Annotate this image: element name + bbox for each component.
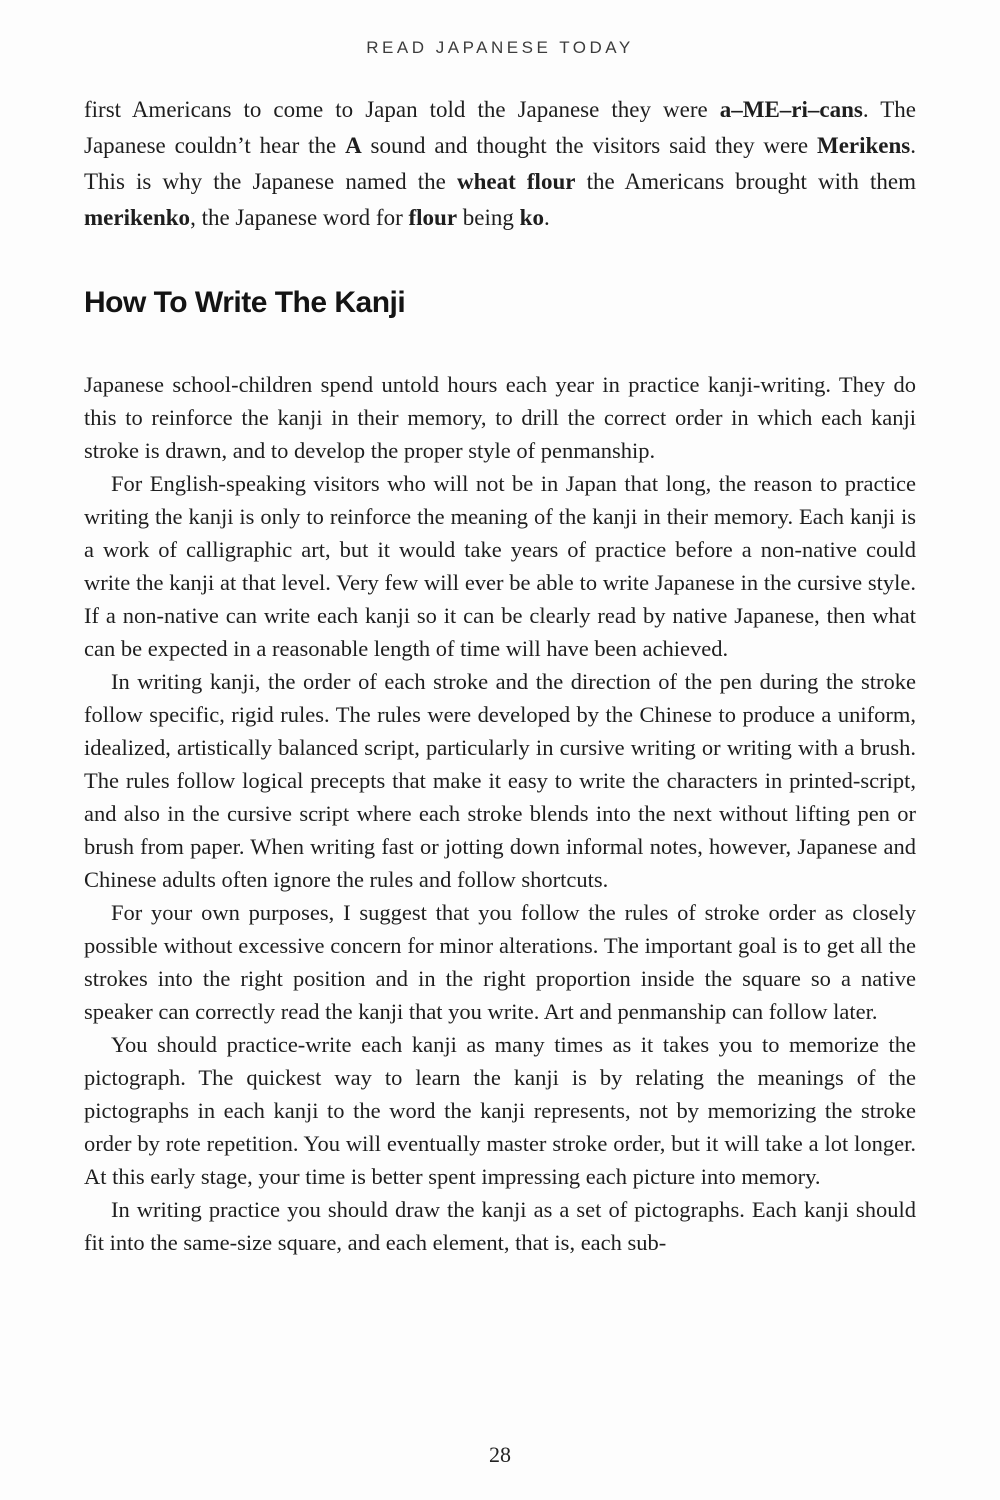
running-header: READ JAPANESE TODAY	[366, 38, 634, 57]
bold-term: Merikens	[816, 133, 911, 158]
bold-term: ko	[519, 205, 544, 230]
bold-term: flour	[408, 205, 458, 230]
paragraph: Japanese school-children spend untold hours each year in practice kanji-writing. They do this to reinforce the kanji in their memory, to drill the correct order in which each kanji stroke is drawn, and to develop the proper style of penmanship.	[84, 372, 916, 463]
text-run: . This is why the Japanese named the	[84, 133, 916, 194]
bold-term: merikenko	[84, 205, 191, 230]
bold-term: A	[345, 133, 362, 158]
paragraph: You should practice-write each kanji as many times as it takes you to memorize the pictograph. The quickest way to learn the kanji is by relating the meanings of the pictographs in each kanji to the word the kanji represents, not by memorizing the stroke order by rote repetition. You will eventually master stroke order, but it will take a lot longer. At this early stage, your time is better spent impressing each picture into memory.	[84, 1032, 916, 1189]
page-number: 28	[489, 1442, 511, 1467]
text-run: being	[457, 205, 520, 230]
page-content	[84, 92, 916, 1259]
text-run: first Americans to come to Japan told the Japanese they were	[84, 97, 720, 122]
text-run: , the Japanese word for	[190, 205, 409, 230]
intro-paragraph	[84, 92, 916, 236]
text-run: the Americans brought with them	[575, 169, 916, 194]
bold-term: a–ME–ri–cans	[719, 97, 863, 122]
section-paragraphs	[84, 368, 916, 1259]
text-run: sound and thought the visitors said they were	[361, 133, 817, 158]
bold-term: wheat flour	[457, 169, 576, 194]
paragraph: For English-speaking visitors who will not be in Japan that long, the reason to practice writing the kanji is only to reinforce the meaning of the kanji in their memory. Each kanji is a work of calligraphic art, but it would take years of practice before a non-native could write the kanji at that level. Very few will ever be able to write Japanese in the cursive style. If a non-native can write each kanji so it can be clearly read by native Japanese, then what can be expected in a reasonable length of time will have been achieved.	[84, 471, 916, 661]
paragraph: For your own purposes, I suggest that you follow the rules of stroke order as closely possible without excessive concern for minor alterations. The important goal is to get all the strokes into the right position and in the right proportion inside the square so a native speaker can correctly read the kanji that you write. Art and penmanship can follow later.	[84, 900, 916, 1024]
paragraph: In writing kanji, the order of each stroke and the direction of the pen during the stroke follow specific, rigid rules. The rules were developed by the Chinese to produce a uniform, idealized, artistically balanced script, particularly in cursive writing or writing with a brush. The rules follow logical precepts that make it easy to write the characters in printed-script, and also in the cursive script where each stroke blends into the next without lifting pen or brush from paper. When writing fast or jotting down informal notes, however, Japanese and Chinese adults often ignore the rules and follow shortcuts.	[84, 669, 916, 892]
text-run: . The Japanese couldn’t hear the	[84, 97, 916, 158]
paragraph: In writing practice you should draw the kanji as a set of pictographs. Each kanji should fit into the same-size square, and each element, that is, each sub-	[84, 1197, 916, 1255]
section-heading: How To Write The Kanji	[84, 286, 406, 319]
text-run: .	[543, 205, 550, 230]
